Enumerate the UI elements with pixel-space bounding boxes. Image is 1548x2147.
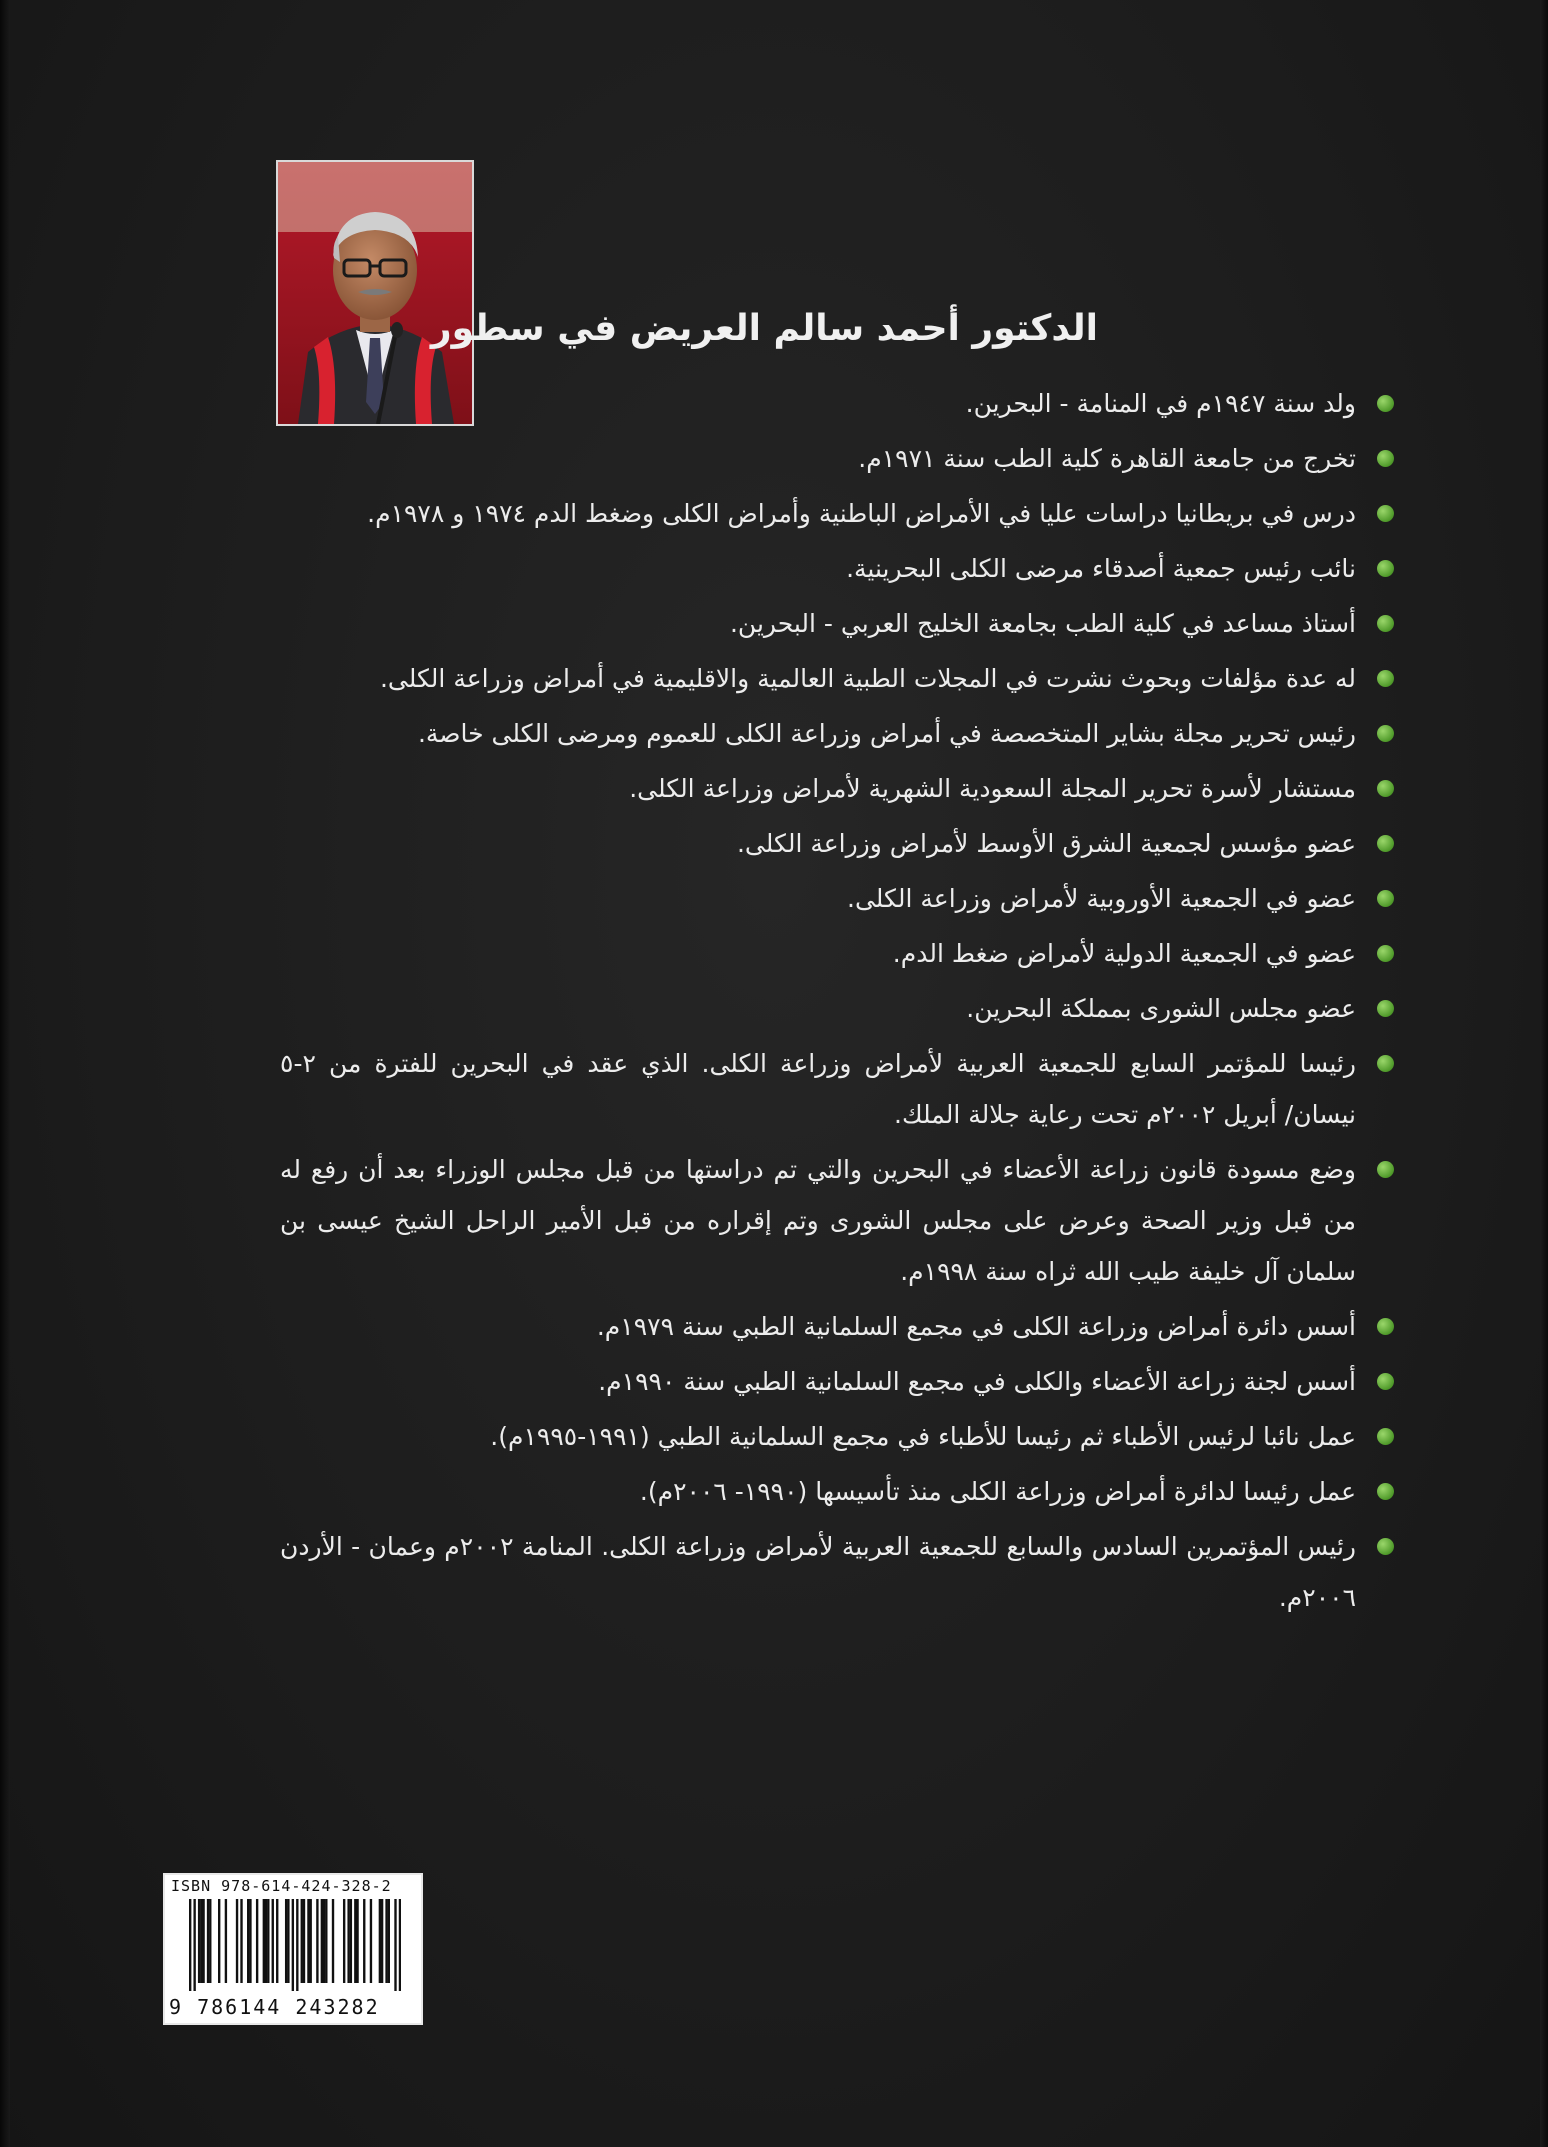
green-bullet-icon	[1377, 1483, 1394, 1500]
bio-item-text: أستاذ مساعد في كلية الطب بجامعة الخليج العربي - البحرين.	[729, 609, 1356, 638]
isbn-label: ISBN 978-614-424-328-2	[171, 1877, 392, 1895]
barcode-bar	[343, 1899, 345, 1983]
barcode-bar	[399, 1899, 401, 1991]
green-bullet-icon	[1377, 560, 1394, 577]
green-bullet-icon	[1377, 780, 1394, 797]
barcode-bar	[354, 1899, 356, 1983]
green-bullet-icon	[1377, 395, 1394, 412]
bio-item	[280, 653, 1380, 704]
barcode-bar	[307, 1899, 309, 1983]
bio-item-text: عضو مجلس الشورى بمملكة البحرين.	[966, 994, 1356, 1023]
barcode-bar	[200, 1899, 202, 1983]
barcode-bar	[276, 1899, 278, 1983]
bio-item-text: عمل نائبا لرئيس الأطباء ثم رئيسا للأطباء في مجمع السلمانية الطبي (١٩٩١-١٩٩٥م).	[490, 1422, 1356, 1451]
bio-item	[280, 763, 1380, 814]
cover-edge-right	[1540, 0, 1548, 2147]
barcode-bar	[347, 1899, 349, 1983]
bio-item	[280, 598, 1380, 649]
bio-item	[280, 1356, 1380, 1407]
barcode-bar	[381, 1899, 383, 1983]
barcode-bar	[379, 1899, 381, 1983]
barcode-bar	[272, 1899, 274, 1983]
barcode-bar	[332, 1899, 334, 1983]
bio-item-text: تخرج من جامعة القاهرة كلية الطب سنة ١٩٧١م.	[858, 444, 1356, 473]
bio-item-text: رئيس تحرير مجلة بشاير المتخصصة في أمراض وزراعة الكلى للعموم ومرضى الكلى خاصة.	[417, 719, 1356, 748]
green-bullet-icon	[1377, 1161, 1394, 1178]
barcode-bars	[189, 1899, 401, 1991]
green-bullet-icon	[1377, 890, 1394, 907]
bio-item	[280, 708, 1380, 759]
bio-item	[280, 433, 1380, 484]
bio-item	[280, 488, 1380, 539]
green-bullet-icon	[1377, 835, 1394, 852]
barcode-bar	[321, 1899, 323, 1983]
barcode-bar	[385, 1899, 387, 1983]
barcode-bar	[240, 1899, 242, 1983]
bio-item	[280, 1466, 1380, 1517]
barcode-bar	[285, 1899, 287, 1983]
barcode-bar	[256, 1899, 258, 1983]
bio-item	[280, 928, 1380, 979]
bio-item	[280, 1301, 1380, 1352]
bio-item	[280, 818, 1380, 869]
bio-item-text: عضو مؤسس لجمعية الشرق الأوسط لأمراض وزراعة الكلى.	[736, 829, 1356, 858]
bio-item-text: أسس دائرة أمراض وزراعة الكلى في مجمع السلمانية الطبي سنة ١٩٧٩م.	[596, 1312, 1356, 1341]
barcode-bar	[287, 1899, 289, 1983]
barcode-bar	[310, 1899, 312, 1983]
barcode-bar	[218, 1899, 220, 1983]
bio-item-text: نائب رئيس جمعية أصدقاء مرضى الكلى البحرينية.	[846, 554, 1356, 583]
green-bullet-icon	[1377, 505, 1394, 522]
bio-item-text: وضع مسودة قانون زراعة الأعضاء في البحرين والتي تم دراستها من قبل مجلس الوزراء بعد أن رفع له من قبل وزير الصحة وعرض على مجلس الشورى وتم إقراره من قبل الأمير الراحل الشيخ عيسى بن سلمان آل خليفة طيب الله ثراه سنة ١٩٩٨م.	[280, 1155, 1356, 1286]
bio-item-text: عمل رئيسا لدائرة أمراض وزراعة الكلى منذ تأسيسها (١٩٩٠- ٢٠٠٦م).	[639, 1477, 1356, 1506]
barcode-bar	[202, 1899, 204, 1983]
bio-item-text: درس في بريطانيا دراسات عليا في الأمراض الباطنية وأمراض الكلى وضغط الدم ١٩٧٤ و ١٩٧٨م.	[367, 499, 1356, 528]
green-bullet-icon	[1377, 615, 1394, 632]
barcode-bar	[249, 1899, 251, 1983]
barcode-bar	[388, 1899, 390, 1983]
barcode-bar	[370, 1899, 372, 1983]
bio-item	[280, 983, 1380, 1034]
barcode-bar	[394, 1899, 396, 1991]
cover-edge-left	[0, 0, 10, 2147]
bio-item-text: عضو في الجمعية الدولية لأمراض ضغط الدم.	[892, 939, 1356, 968]
green-bullet-icon	[1377, 1373, 1394, 1390]
barcode-bar	[198, 1899, 200, 1983]
bio-item	[280, 1038, 1380, 1140]
barcode-bar	[323, 1899, 325, 1983]
green-bullet-icon	[1377, 1428, 1394, 1445]
barcode-bar	[263, 1899, 265, 1983]
bio-item	[280, 873, 1380, 924]
green-bullet-icon	[1377, 1000, 1394, 1017]
barcode-bar	[247, 1899, 249, 1983]
barcode-bar	[316, 1899, 318, 1983]
green-bullet-icon	[1377, 1538, 1394, 1555]
bio-item	[280, 1144, 1380, 1297]
green-bullet-icon	[1377, 450, 1394, 467]
barcode-bar	[225, 1899, 227, 1983]
barcode-bar	[189, 1899, 191, 1991]
barcode-bar	[292, 1899, 294, 1991]
bio-item-text: ولد سنة ١٩٤٧م في المنامة - البحرين.	[965, 389, 1356, 418]
barcode-bar	[207, 1899, 209, 1983]
green-bullet-icon	[1377, 945, 1394, 962]
bio-item-text: له عدة مؤلفات وبحوث نشرت في المجلات الطبية العالمية والاقليمية في أمراض وزراعة الكلى.	[379, 664, 1356, 693]
barcode-bar	[267, 1899, 269, 1983]
bio-list	[280, 378, 1380, 1627]
bio-item	[280, 378, 1380, 429]
barcode-bar	[325, 1899, 327, 1983]
bio-item-text: رئيسا للمؤتمر السابع للجمعية العربية لأمراض وزراعة الكلى. الذي عقد في البحرين للفترة من ٢-٥ نيسان/ أبريل ٢٠٠٢م تحت رعاية جلالة الملك.	[280, 1049, 1356, 1129]
barcode-bar	[363, 1899, 365, 1983]
bio-item	[280, 1521, 1380, 1623]
bio-item-text: مستشار لأسرة تحرير المجلة السعودية الشهرية لأمراض وزراعة الكلى.	[629, 774, 1356, 803]
barcode-bar	[350, 1899, 352, 1983]
isbn-barcode-label	[163, 1873, 423, 2025]
barcode-bar	[193, 1899, 195, 1991]
bio-item	[280, 1411, 1380, 1462]
barcode-bar	[296, 1899, 298, 1991]
bio-item	[280, 543, 1380, 594]
bio-heading: الدكتور أحمد سالم العريض في سطور	[430, 308, 1098, 349]
barcode-bar	[356, 1899, 358, 1983]
green-bullet-icon	[1377, 725, 1394, 742]
bio-item-text: أسس لجنة زراعة الأعضاء والكلى في مجمع السلمانية الطبي سنة ١٩٩٠م.	[598, 1367, 1356, 1396]
bio-item-text: رئيس المؤتمرين السادس والسابع للجمعية العربية لأمراض وزراعة الكلى. المنامة ٢٠٠٢م وعمان - الأردن ٢٠٠٦م.	[280, 1532, 1357, 1612]
green-bullet-icon	[1377, 670, 1394, 687]
barcode-bar	[303, 1899, 305, 1983]
barcode-bar	[236, 1899, 238, 1983]
barcode-bar	[209, 1899, 211, 1983]
barcode-bar	[265, 1899, 267, 1983]
isbn-digits: 9 786144 243282	[169, 1995, 380, 2019]
bio-item-text: عضو في الجمعية الأوروبية لأمراض وزراعة الكلى.	[847, 884, 1356, 913]
green-bullet-icon	[1377, 1055, 1394, 1072]
barcode-bar	[301, 1899, 303, 1983]
green-bullet-icon	[1377, 1318, 1394, 1335]
